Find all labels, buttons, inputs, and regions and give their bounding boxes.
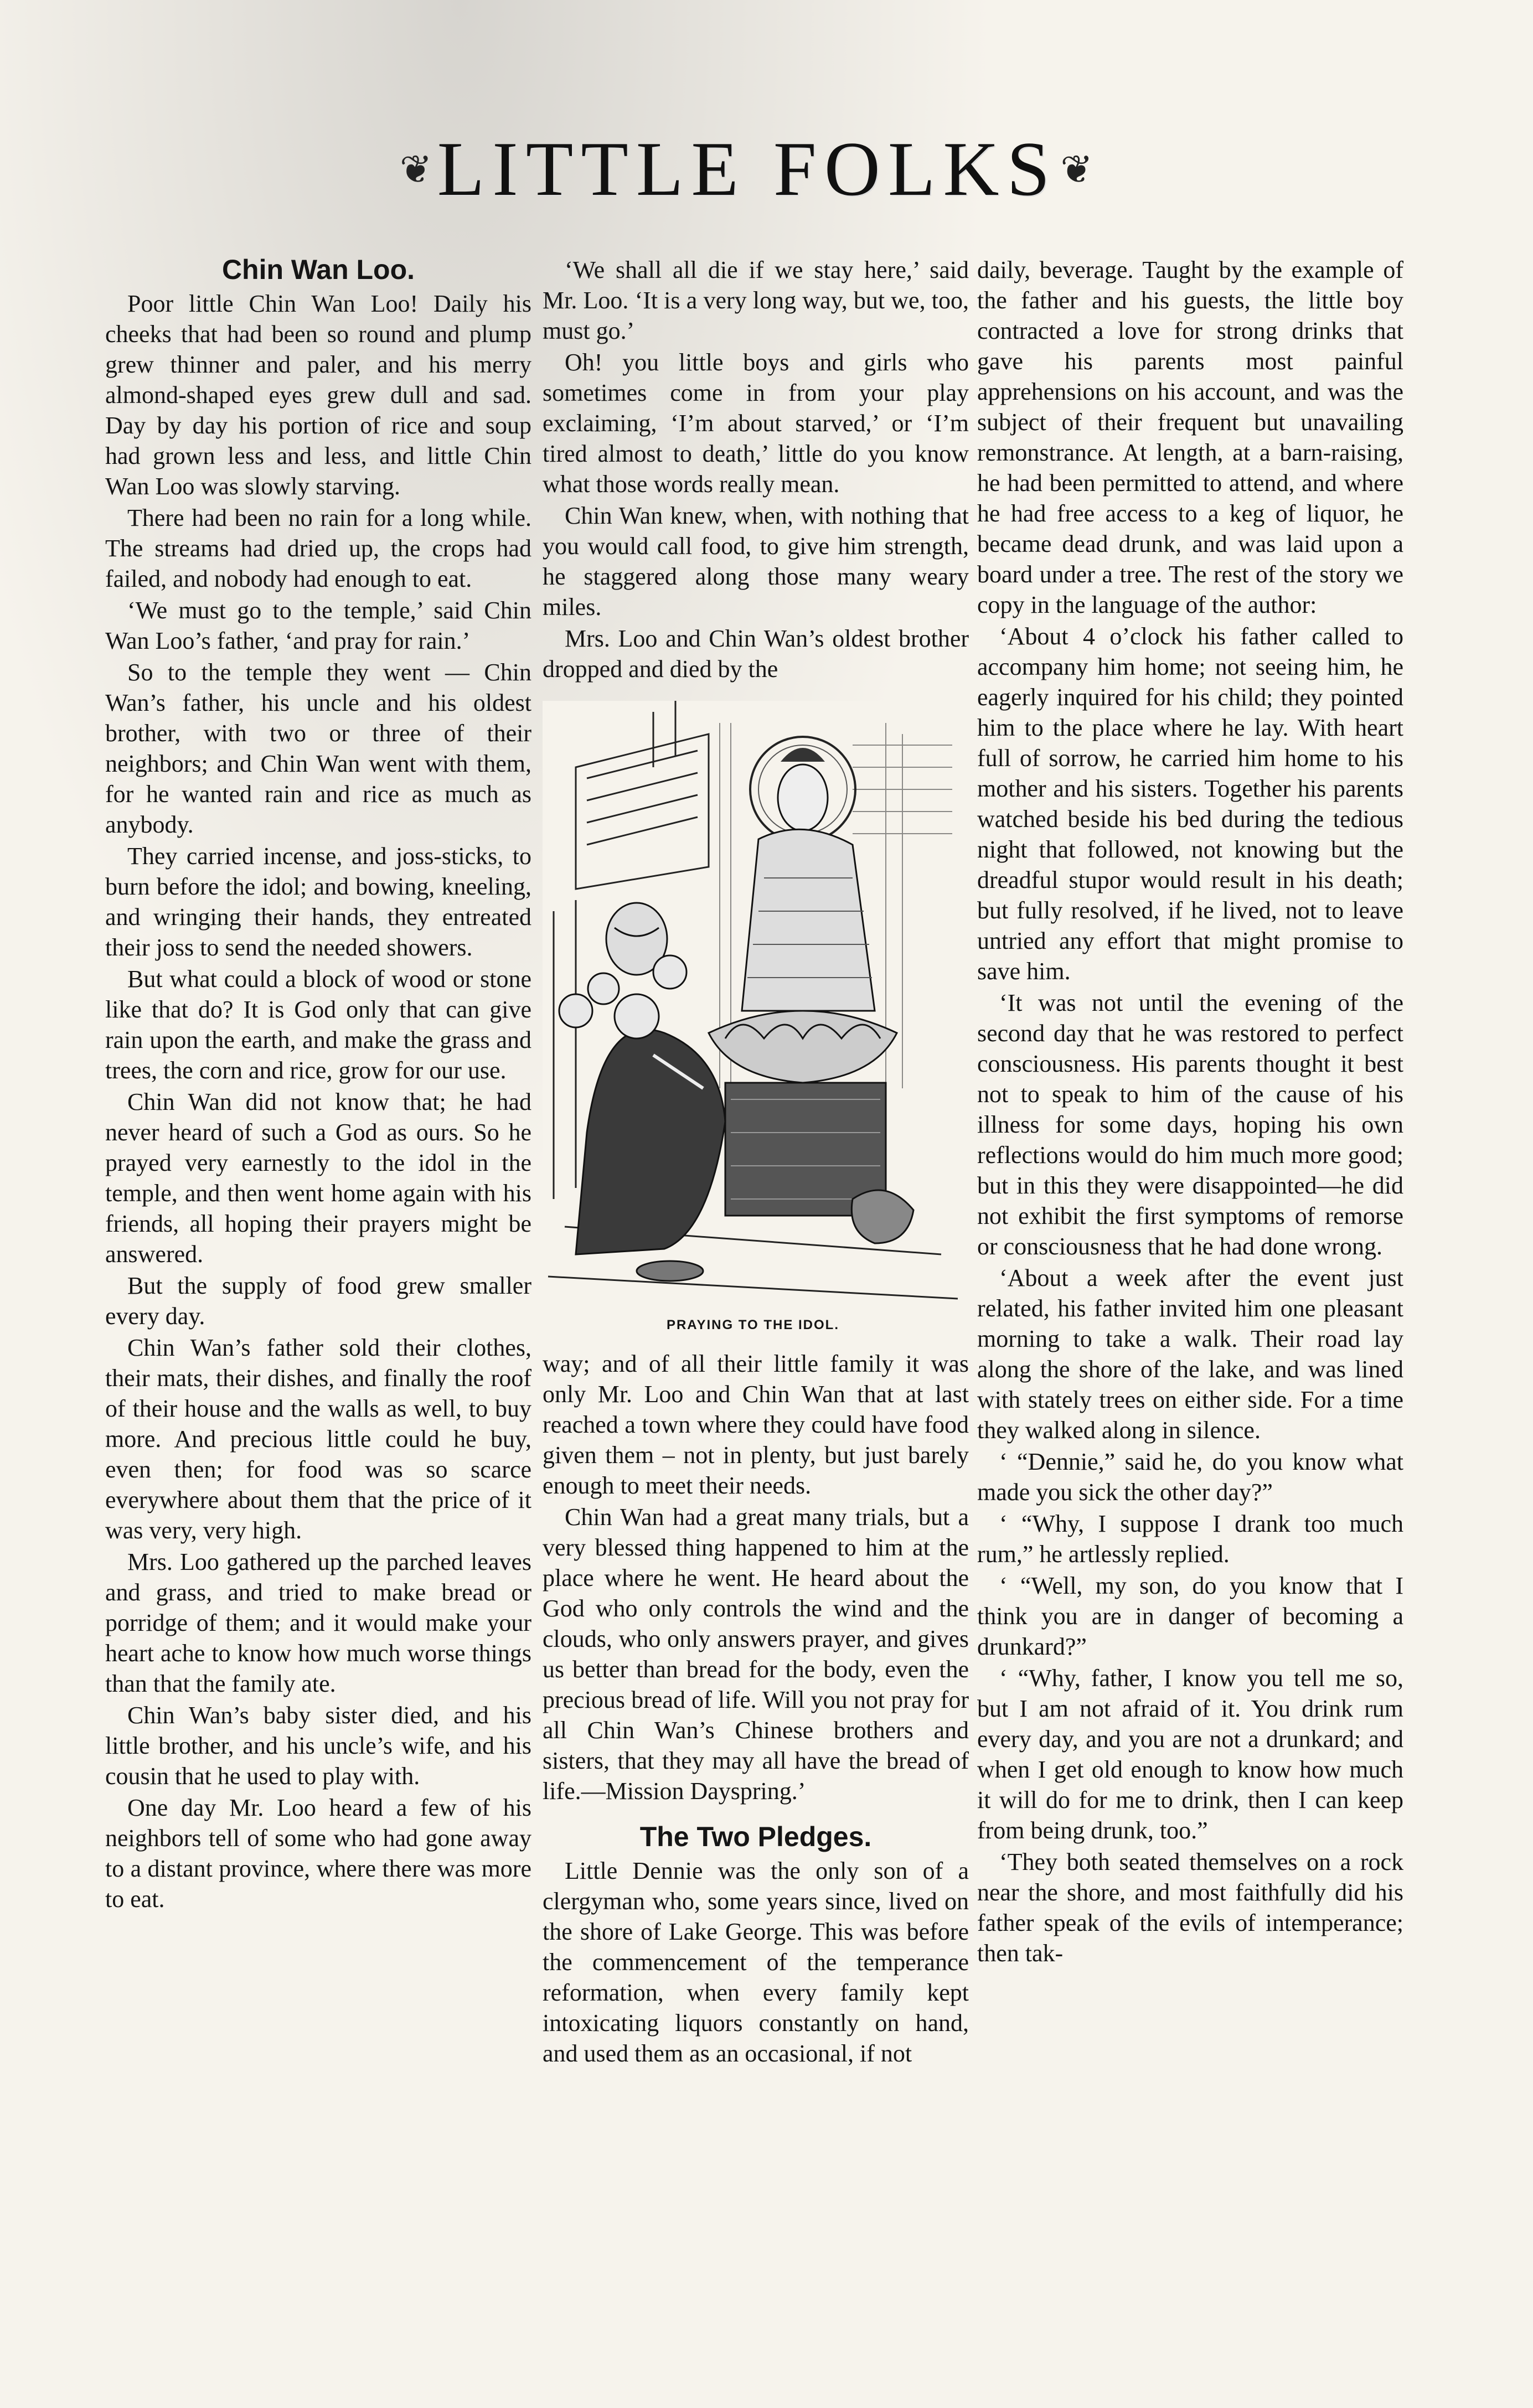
paragraph: But what could a block of wood or stone like that do? It is God only that can give rain upon the earth, and make the grass and trees, the corn and rice, grow for our use. — [105, 965, 531, 1084]
ornament-left-icon: ❦ — [399, 146, 435, 192]
paragraph: ‘ “Well, my son, do you know that I think you are in danger of becoming a drunkard?” — [977, 1572, 1403, 1660]
ornament-right-icon: ❦ — [1060, 146, 1096, 192]
paragraph: One day Mr. Loo heard a few of his neighbors tell of some who had gone away to a distant province, where there was more to eat. — [105, 1794, 531, 1913]
paragraph: But the supply of food grew smaller every day. — [105, 1272, 531, 1330]
section-title: LITTLE FOLKS — [437, 126, 1058, 212]
paragraph: Chin Wan had a great many trials, but a very blessed thing happened to him at the place where he went. He heard about the God who only controls the wind and the clouds, who only answers prayer, and gives us better than bread for the body, even the precious bread of life. Will you not pray for all Chin Wan’s Chinese brothers and sisters, that they may all have the bread of life.—Mission Dayspring.’ — [543, 1503, 969, 1805]
paragraph: ‘About a week after the event just related, his father invited him one pleasant morning to take a walk. Their road lay along the shore of the lake, and was lined with stately trees on either side. For a time they walked along in silence. — [977, 1264, 1403, 1444]
column-1 — [105, 255, 531, 2347]
paragraph: There had been no rain for a long while. The streams had dried up, the crops had failed, and nobody had enough to eat. — [105, 504, 531, 592]
story-title-two-pledges: The Two Pledges. — [639, 1821, 872, 1852]
paragraph: Chin Wan’s baby sister died, and his little brother, and his uncle’s wife, and his cousin that he used to play with. — [105, 1702, 531, 1790]
column-2 — [543, 255, 969, 2347]
column-3 — [977, 255, 1403, 2347]
paragraph: They carried incense, and joss-sticks, to burn before the idol; and bowing, kneeling, and wringing their hands, they entreated their joss to send the needed showers. — [105, 843, 531, 961]
masthead — [332, 125, 1163, 213]
paragraph: ‘It was not until the evening of the second day that he was restored to perfect consciousness. His parents thought it best not to speak to him of the cause of his illness for some days, hoping his own reflections would do him much more good; but in this they were disappointed—he did not exhibit the first symptoms of remorse or consciousness that he had done wrong. — [977, 989, 1403, 1260]
illustration-praying-to-idol — [543, 701, 963, 1337]
paragraph: Little Dennie was the only son of a clergyman who, some years since, lived on the shore of Lake George. This was before the commencement of the temperance reformation, when every family kept intoxicating liquors constantly on hand, and used them as an occasional, if not — [543, 1857, 969, 2067]
paragraph: ‘They both seated themselves on a rock near the shore, and most faithfully did his father speak of the evils of intemperance; then tak- — [977, 1848, 1403, 1967]
paragraph: Mrs. Loo and Chin Wan’s oldest brother dropped and died by the — [543, 625, 969, 683]
paragraph: ‘ “Why, I suppose I drank too much rum,” he artlessly replied. — [977, 1510, 1403, 1568]
paragraph: Chin Wan knew, when, with nothing that you would call food, to give him strength, he staggered along those many weary miles. — [543, 502, 969, 621]
paragraph: ‘About 4 o’clock his father called to accompany him home; not seeing him, he eagerly inquired for his child; they pointed him to the place where he lay. With heart full of sorrow, he carried him home to his mother and his sisters. Together his parents watched beside his bed during the tedious night that followed, not knowing but the dreadful stupor would result in his death; but fully resolved, if he lived, not to leave untried any effort that might promise to save him. — [977, 623, 1403, 985]
paragraph: ‘ “Why, father, I know you tell me so, but I am not afraid of it. You drink rum every day, and you are not a drunkard; and when I get old enough to know how much it will do for me to drink, then I can keep from being drunk, too.” — [977, 1665, 1403, 1844]
paragraph: Chin Wan did not know that; he had never heard of such a God as ours. So he prayed very earnestly to the idol in the temple, and then went home again with his friends, all hoping their prayers might be answered. — [105, 1088, 531, 1268]
engraving-image — [543, 701, 963, 1304]
story-title-chin-wan-loo: Chin Wan Loo. — [221, 254, 415, 285]
paragraph: ‘We must go to the temple,’ said Chin Wan Loo’s father, ‘and pray for rain.’ — [105, 597, 531, 654]
paragraph: way; and of all their little family it was only Mr. Loo and Chin Wan that at last reached a town where they could have food given them – not in plenty, but just barely enough to meet their needs. — [543, 1350, 969, 1499]
paragraph: ‘We shall all die if we stay here,’ said Mr. Loo. ‘It is a very long way, but we, too, must go.’ — [543, 256, 969, 344]
paragraph: Mrs. Loo gathered up the parched leaves and grass, and tried to make bread or porridge of them; and it would make your heart ache to know how much worse things than that the family ate. — [105, 1548, 531, 1697]
paragraph: daily, beverage. Taught by the example of the father and his guests, the little boy contracted a love for strong drinks that gave his parents most painful apprehensions on his account, and was the subject of their frequent but unavailing remonstrance. At length, at a barn-raising, he had been permitted to attend, and where he had free access to a keg of liquor, he became dead drunk, and was laid upon a board under a tree. The rest of the story we copy in the language of the author: — [977, 256, 1403, 618]
paragraph: Oh! you little boys and girls who sometimes come in from your play exclaiming, ‘I’m about starved,’ or ‘I’m tired almost to death,’ little do you know what those words really mean. — [543, 349, 969, 498]
paragraph: So to the temple they went — Chin Wan’s father, his uncle and his oldest brother, with two or three of their neighbors; and Chin Wan went with them, for he wanted rain and rice as much as anybody. — [105, 659, 531, 838]
paragraph: ‘ “Dennie,” said he, do you know what made you sick the other day?” — [977, 1448, 1403, 1506]
paragraph: Poor little Chin Wan Loo! Daily his cheeks that had been so round and plump grew thinner and paler, and his merry almond-shaped eyes grew dull and sad. Day by day his portion of rice and soup had grown less and less, and little Chin Wan Loo was slowly starving. — [105, 290, 531, 500]
illustration-caption: PRAYING TO THE IDOL. — [666, 1317, 840, 1332]
paragraph: Chin Wan’s father sold their clothes, their mats, their dishes, and finally the roof of their house and the walls as well, to buy more. And precious little could he buy, even then; for food was so scarce everywhere about them that the price of it was very, very high. — [105, 1334, 531, 1544]
